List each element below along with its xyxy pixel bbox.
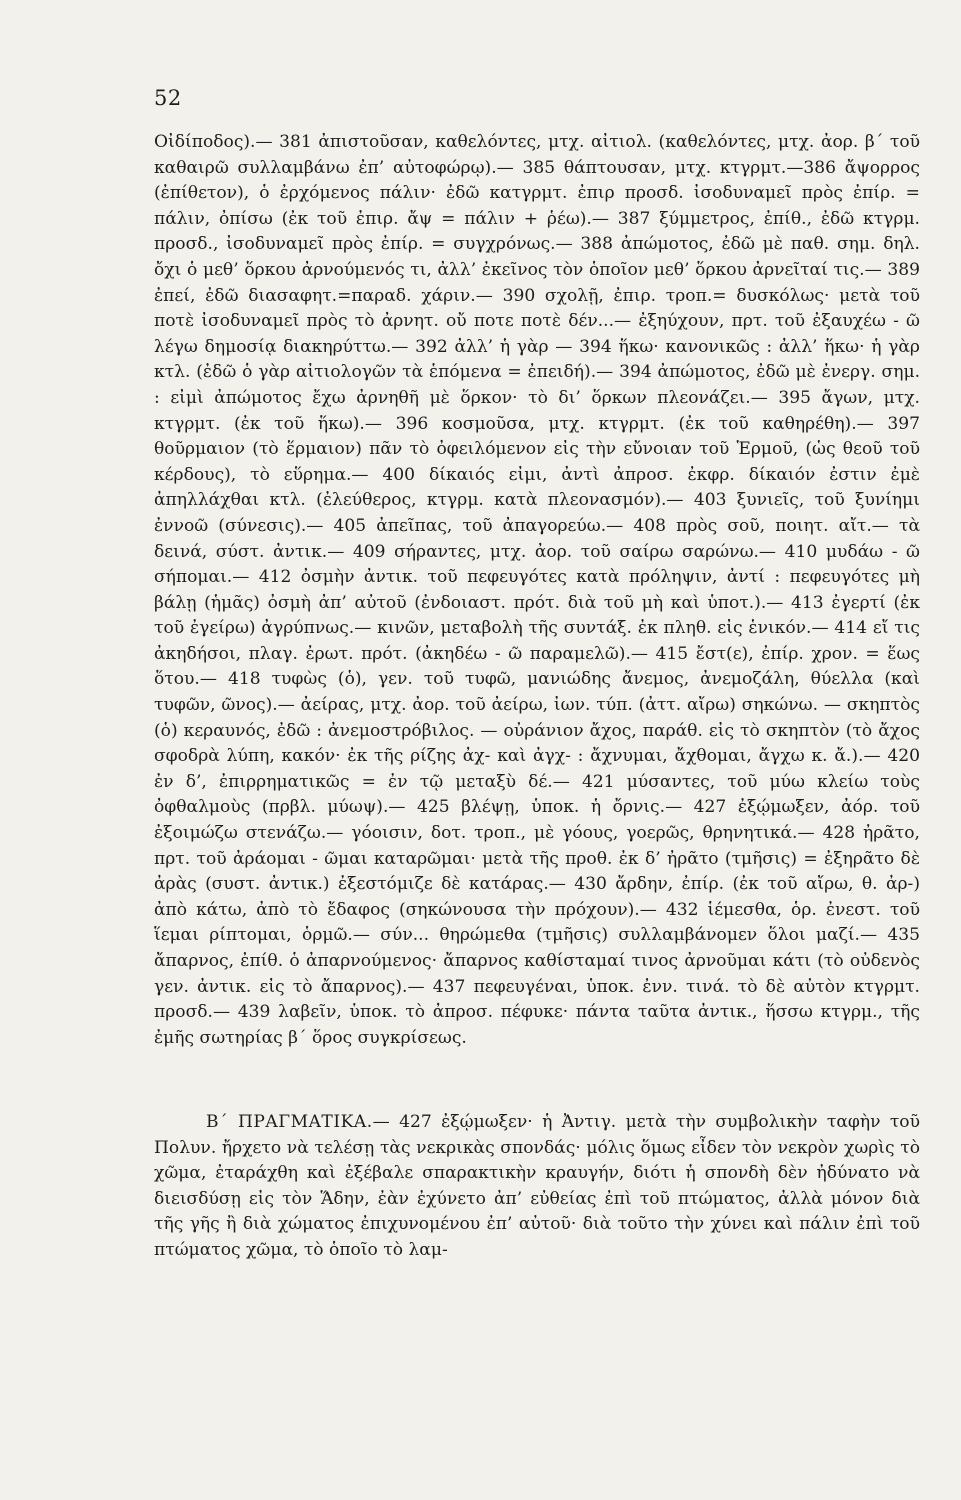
commentary-block <box>154 130 920 1051</box>
section-text: — 427 ἐξῴμωξεν· ἡ Ἀντιγ. μετὰ τὴν συμβολικὴν ταφὴν τοῦ Πολυν. ἤρχετο νὰ τελέσῃ τὰς νεκρικὰς σπονδάς· μόλις ὅμως εἶδεν τὸν νεκρὸν χωρὶς τὸ χῶμα, ἐταράχθη καὶ ἐξέβαλε σπαρακτικὴν κραυγήν, διότι ἡ σπονδὴ δὲν ἠδύνατο νὰ διεισδύσῃ εἰς τὸν Ἅδην, ἐὰν ἐχύνετο ἀπ’ εὐθείας ἐπὶ τοῦ πτώματος, ἀλλὰ μόνον διὰ τῆς γῆς ἢ διὰ χώματος ἐπιχυνομένου ἐπ’ αὐτοῦ· διὰ τοῦτο τὴν χύνει καὶ πάλιν ἐπὶ τοῦ πτώματος χῶμα, τὸ ὁποῖο τὸ λαμ- <box>154 1112 920 1260</box>
section-heading: Β΄ ΠΡΑΓΜΑΤΙΚΑ. <box>206 1112 373 1132</box>
pragmatika-section <box>154 1110 920 1264</box>
commentary-paragraph: Οἰδίποδος).— 381 ἀπιστοῦσαν, καθελόντες, μτχ. αἰτιολ. (καθελόντες, μτχ. ἀορ. β΄ τοῦ καθαιρῶ συλλαμβάνω ἐπ’ αὐτοφώρῳ).— 385 θάπτουσαν, μτχ. κτγρμτ.—386 ἄψορρος (ἐπίθετον), ὁ ἐρχόμενος πάλιν· ἐδῶ κατγρμτ. ἐπιρ προσδ. ἰσοδυναμεῖ πρὸς ἐπίρ. = πάλιν, ὀπίσω (ἐκ τοῦ ἐπιρ. ἄψ = πάλιν + ῥέω).— 387 ξύμμετρος, ἐπίθ., ἐδῶ κτγρμ. προσδ., ἰσοδυναμεῖ πρὸς ἐπίρ. = συγχρόνως.— 388 ἀπώμοτος, ἐδῶ μὲ παθ. σημ. δηλ. ὄχι ὁ μεθ’ ὅρκου ἀρνούμενός τι, ἀλλ’ ἐκεῖνος τὸν ὁποῖον μεθ’ ὅρκου ἀρνεῖταί τις.— 389 ἐπεί, ἐδῶ διασαφητ.=παραδ. χάριν.— 390 σχολῇ, ἐπιρ. τροπ.= δυσκόλως· μετὰ τοῦ ποτὲ ἰσοδυναμεῖ πρὸς τὸ ἀρνητ. οὔ ποτε ποτὲ δέν...— ἐξηύχουν, πρτ. τοῦ ἐξαυχέω - ῶ λέγω δημοσίᾳ διακηρύττω.— 392 ἀλλ’ ἡ γὰρ — 394 ἥκω· κανονικῶς : ἀλλ’ ἥκω· ἡ γὰρ κτλ. (ἐδῶ ὁ γὰρ αἰτιολογῶν τὰ ἑπόμενα = ἐπειδή).— 394 ἀπώμοτος, ἐδῶ μὲ ἐνεργ. σημ. : εἰμὶ ἀπώμοτος ἔχω ἀρνηθῆ μὲ ὅρκον· τὸ δι’ ὅρκων πλεονάζει.— 395 ἄγων, μτχ. κτγρμτ. (ἐκ τοῦ ἥκω).— 396 κοσμοῦσα, μτχ. κτγρμτ. (ἐκ τοῦ καθηρέθη).— 397 θοῦρμαιον (τὸ ἕρμαιον) πᾶν τὸ ὀφειλόμενον εἰς τὴν εὔνοιαν τοῦ Ἑρμοῦ, (ὡς θεοῦ τοῦ κέρδους), τὸ εὕρημα.— 400 δίκαιός εἰμι, ἀντὶ ἀπροσ. ἐκφρ. δίκαιόν ἐστιν ἐμὲ ἀπηλλάχθαι κτλ. (ἐλεύθερος, κτγρμ. κατὰ πλεονασμόν).— 403 ξυνιεῖς, τοῦ ξυνίημι ἐννοῶ (σύνεσις).— 405 ἀπεῖπας, τοῦ ἀπαγορεύω.— 408 πρὸς σοῦ, ποιητ. αἴτ.— τὰ δεινά, σύστ. ἀντικ.— 409 σήραντες, μτχ. ἀορ. τοῦ σαίρω σαρώνω.— 410 μυδάω - ῶ σήπομαι.— 412 ὀσμὴν ἀντικ. τοῦ πεφευγότες κατὰ πρόληψιν, ἀντί : πεφευγότες μὴ βάλῃ (ἡμᾶς) ὀσμὴ ἀπ’ αὐτοῦ (ἐνδοιαστ. πρότ. διὰ τοῦ μὴ καὶ ὑποτ.).— 413 ἐγερτί (ἐκ τοῦ ἐγείρω) ἀγρύπνως.— κινῶν, μεταβολὴ τῆς συντάξ. ἐκ πληθ. εἰς ἑνικόν.— 414 εἴ τις ἀκηδήσοι, πλαγ. ἐρωτ. πρότ. (ἀκηδέω - ῶ παραμελῶ).— 415 ἔστ(ε), ἐπίρ. χρον. = ἕως ὅτου.— 418 τυφὼς (ὁ), γεν. τοῦ τυφῶ, μανιώδης ἄνεμος, ἀνεμοζάλη, θύελλα (καὶ τυφῶν, ῶνος).— ἀείρας, μτχ. ἀορ. τοῦ ἀείρω, ἰων. τύπ. (ἀττ. αἴρω) σηκώνω. — σκηπτὸς (ὁ) κεραυνός, ἐδῶ : ἀνεμοστρόβιλος. — οὐράνιον ἄχος, παράθ. εἰς τὸ σκηπτὸν (τὸ ἄχος σφοδρὰ λύπη, κακόν· ἐκ τῆς ρίζης ἀχ- καὶ ἀγχ- : ἄχνυμαι, ἄχθομαι, ἄγχω κ. ἄ.).— 420 ἐν δ’, ἐπιρρηματικῶς = ἐν τῷ μεταξὺ δέ.— 421 μύσαντες, τοῦ μύω κλείω τοὺς ὀφθαλμοὺς (πρβλ. μύωψ).— 425 βλέψῃ, ὑποκ. ἡ ὄρνις.— 427 ἐξῴμωξεν, ἀόρ. τοῦ ἐξοιμώζω στενάζω.— γόοισιν, δοτ. τροπ., μὲ γόους, γοερῶς, θρηνητικά.— 428 ἠρᾶτο, πρτ. τοῦ ἀράομαι - ῶμαι καταρῶμαι· μετὰ τῆς προθ. ἐκ δ’ ἠρᾶτο (τμῆσις) = ἐξηρᾶτο δὲ ἀρὰς (συστ. ἀντικ.) ἐξεστόμιζε δὲ κατάρας.— 430 ἄρδην, ἐπίρ. (ἐκ τοῦ αἴρω, θ. ἀρ-) ἀπὸ κάτω, ἀπὸ τὸ ἔδαφος (σηκώνουσα τὴν πρόχουν).— 432 ἱέμεσθα, ὁρ. ἐνεστ. τοῦ ἵεμαι ρίπτομαι, ὁρμῶ.— σύν... θηρώμεθα (τμῆσις) συλλαμβάνομεν ὅλοι μαζί.— 435 ἄπαρνος, ἐπίθ. ὁ ἀπαρνούμενος· ἄπαρνος καθίσταμαί τινος ἀρνοῦμαι κάτι (τὸ οὐδενὸς γεν. ἀντικ. εἰς τὸ ἄπαρνος).— 437 πεφευγέναι, ὑποκ. ἐνν. τινά. τὸ δὲ αὐτὸν κτγρμτ. προσδ.— 439 λαβεῖν, ὑποκ. τὸ ἀπροσ. πέφυκε· πάντα ταῦτα ἀντικ., ἥσσω κτγρμ., τῆς ἐμῆς σωτηρίας β΄ ὅρος συγκρίσεως. <box>154 132 920 1048</box>
page-number: 52 <box>154 86 182 110</box>
pragmatika-paragraph <box>154 1110 920 1264</box>
